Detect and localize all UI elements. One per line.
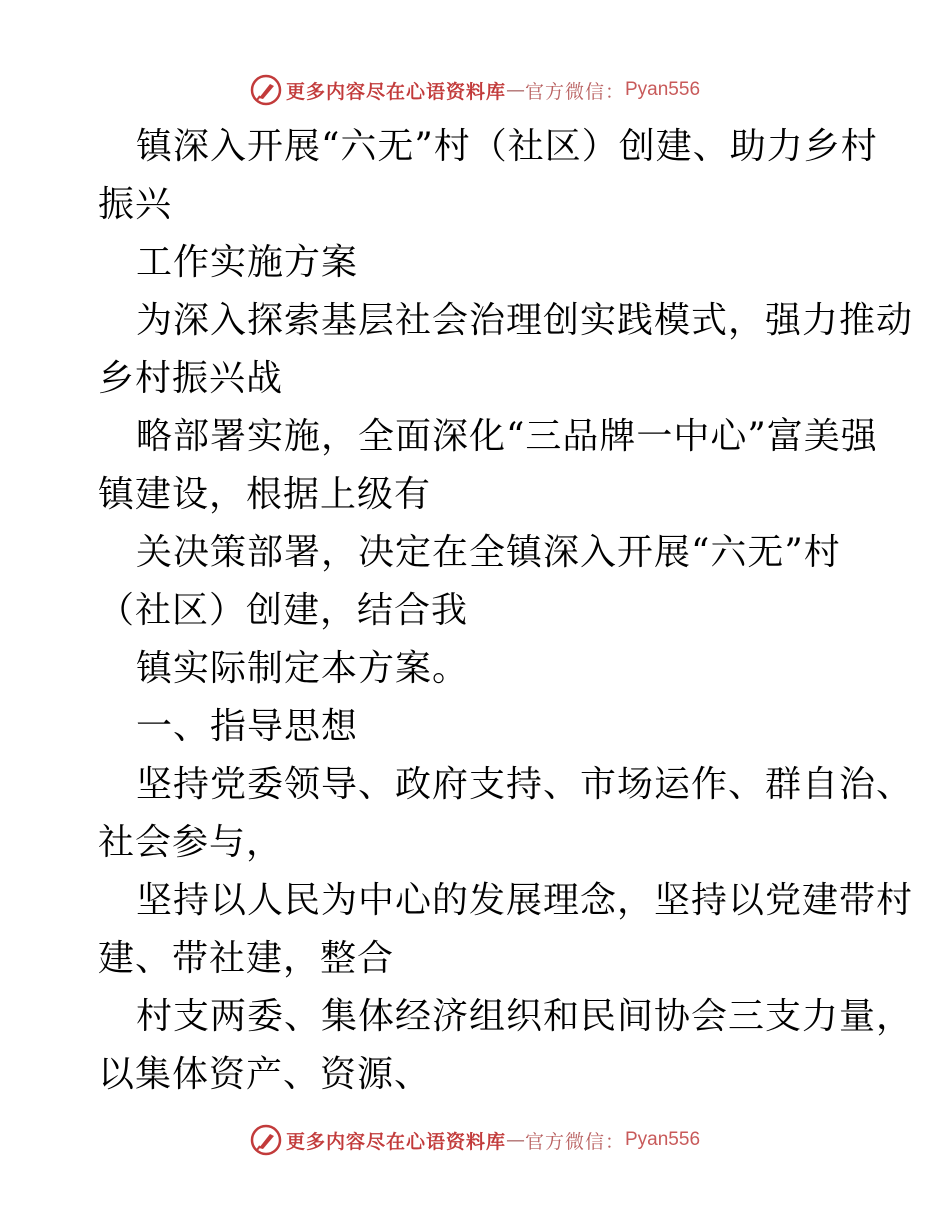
footer-banner xyxy=(0,1120,950,1160)
text-line: 工作实施方案 xyxy=(136,242,359,283)
text-line: 建、带社建，整合 xyxy=(98,938,395,979)
text-line: 以集体资产、资源、 xyxy=(98,1054,432,1095)
text-line: 一、指导思想 xyxy=(136,706,359,747)
banner-wechat-id: Pyan556 xyxy=(625,1129,701,1150)
text-line: 关决策部署，决定在全镇深入开展“六无”村 xyxy=(136,532,841,573)
text-line: （社区）创建，结合我 xyxy=(98,590,469,631)
text-line: 村支两委、集体经济组织和民间协会三支力量， xyxy=(136,996,914,1037)
header-banner xyxy=(0,70,950,110)
text-line: 乡村振兴战 xyxy=(98,358,284,399)
banner-separator: — xyxy=(505,1129,525,1151)
banner-main-text: 更多内容尽在心语资料库 xyxy=(285,1130,506,1153)
document-body xyxy=(98,118,914,1104)
text-line: 坚持党委领导、政府支持、市场运作、群自治、 xyxy=(136,764,914,805)
quill-logo-icon xyxy=(250,1124,282,1156)
text-line: 镇深入开展“六无”村（社区）创建、助力乡村 xyxy=(136,126,878,167)
banner-wechat-label: 官方微信： xyxy=(524,1130,625,1153)
text-line: 坚持以人民为中心的发展理念，坚持以党建带村 xyxy=(136,880,914,921)
text-line: 振兴 xyxy=(98,184,173,225)
quill-logo-icon xyxy=(250,74,282,106)
text-line: 略部署实施，全面深化“三品牌一中心”富美强 xyxy=(136,416,878,457)
text-line: 为深入探索基层社会治理创实践模式，强力推动 xyxy=(136,300,914,341)
text-line: 镇建设，根据上级有 xyxy=(98,474,432,515)
banner-separator: — xyxy=(505,79,525,101)
text-line: 社会参与， xyxy=(98,822,284,863)
banner-main-text: 更多内容尽在心语资料库 xyxy=(285,80,506,103)
banner-wechat-label: 官方微信： xyxy=(524,80,625,103)
text-line: 镇实际制定本方案。 xyxy=(136,648,470,689)
banner-wechat-id: Pyan556 xyxy=(625,79,701,100)
